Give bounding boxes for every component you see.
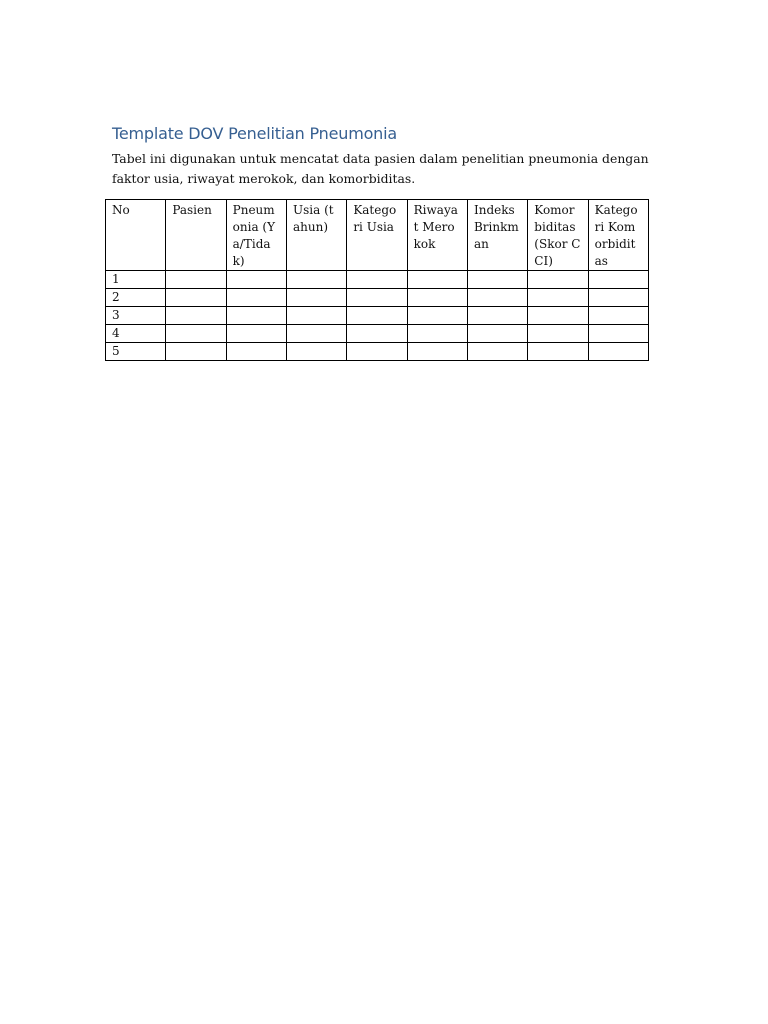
cell-indeks-brinkman[interactable] <box>467 271 527 289</box>
cell-pasien[interactable] <box>166 307 226 325</box>
cell-riwayat-merokok[interactable] <box>407 307 467 325</box>
header-usia: Usia (tahun) <box>286 200 346 271</box>
table-row <box>106 325 649 343</box>
cell-kategori-usia[interactable] <box>347 289 407 307</box>
table-row <box>106 289 649 307</box>
cell-riwayat-merokok[interactable] <box>407 343 467 361</box>
cell-no: 5 <box>106 343 166 361</box>
cell-usia[interactable] <box>286 307 346 325</box>
cell-pneumonia[interactable] <box>226 307 286 325</box>
header-komorbiditas: Komorbiditas (Skor CCI) <box>528 200 588 271</box>
cell-kategori-usia[interactable] <box>347 343 407 361</box>
patient-data-table <box>105 199 649 361</box>
header-riwayat-merokok: Riwayat Merokok <box>407 200 467 271</box>
cell-komorbiditas[interactable] <box>528 307 588 325</box>
table-row <box>106 343 649 361</box>
table-header-row <box>106 200 649 271</box>
cell-kategori-komorbiditas[interactable] <box>588 307 648 325</box>
cell-pneumonia[interactable] <box>226 325 286 343</box>
cell-kategori-usia[interactable] <box>347 307 407 325</box>
cell-komorbiditas[interactable] <box>528 343 588 361</box>
header-kategori-komorbiditas: Kategori Komorbiditas <box>588 200 648 271</box>
document-title: Template DOV Penelitian Pneumonia <box>112 124 397 143</box>
cell-riwayat-merokok[interactable] <box>407 289 467 307</box>
cell-pasien[interactable] <box>166 343 226 361</box>
cell-kategori-komorbiditas[interactable] <box>588 343 648 361</box>
document-intro: Tabel ini digunakan untuk mencatat data pasien dalam penelitian pneumonia dengan faktor usia, riwayat merokok, dan komorbiditas. <box>112 151 649 186</box>
cell-no: 1 <box>106 271 166 289</box>
cell-indeks-brinkman[interactable] <box>467 289 527 307</box>
cell-komorbiditas[interactable] <box>528 289 588 307</box>
cell-indeks-brinkman[interactable] <box>467 343 527 361</box>
cell-usia[interactable] <box>286 271 346 289</box>
cell-usia[interactable] <box>286 343 346 361</box>
cell-usia[interactable] <box>286 289 346 307</box>
table-row <box>106 307 649 325</box>
cell-no: 3 <box>106 307 166 325</box>
cell-pneumonia[interactable] <box>226 271 286 289</box>
cell-kategori-komorbiditas[interactable] <box>588 271 648 289</box>
cell-kategori-komorbiditas[interactable] <box>588 325 648 343</box>
header-pasien: Pasien <box>166 200 226 271</box>
cell-pneumonia[interactable] <box>226 343 286 361</box>
cell-usia[interactable] <box>286 325 346 343</box>
cell-indeks-brinkman[interactable] <box>467 325 527 343</box>
cell-pasien[interactable] <box>166 289 226 307</box>
cell-komorbiditas[interactable] <box>528 271 588 289</box>
cell-kategori-usia[interactable] <box>347 271 407 289</box>
cell-pasien[interactable] <box>166 325 226 343</box>
cell-pneumonia[interactable] <box>226 289 286 307</box>
cell-indeks-brinkman[interactable] <box>467 307 527 325</box>
header-no: No <box>106 200 166 271</box>
cell-kategori-komorbiditas[interactable] <box>588 289 648 307</box>
table-row <box>106 271 649 289</box>
cell-no: 4 <box>106 325 166 343</box>
header-kategori-usia: Kategori Usia <box>347 200 407 271</box>
cell-riwayat-merokok[interactable] <box>407 271 467 289</box>
cell-komorbiditas[interactable] <box>528 325 588 343</box>
cell-no: 2 <box>106 289 166 307</box>
cell-kategori-usia[interactable] <box>347 325 407 343</box>
header-pneumonia: Pneumonia (Ya/Tidak) <box>226 200 286 271</box>
header-indeks-brinkman: Indeks Brinkman <box>467 200 527 271</box>
cell-riwayat-merokok[interactable] <box>407 325 467 343</box>
cell-pasien[interactable] <box>166 271 226 289</box>
